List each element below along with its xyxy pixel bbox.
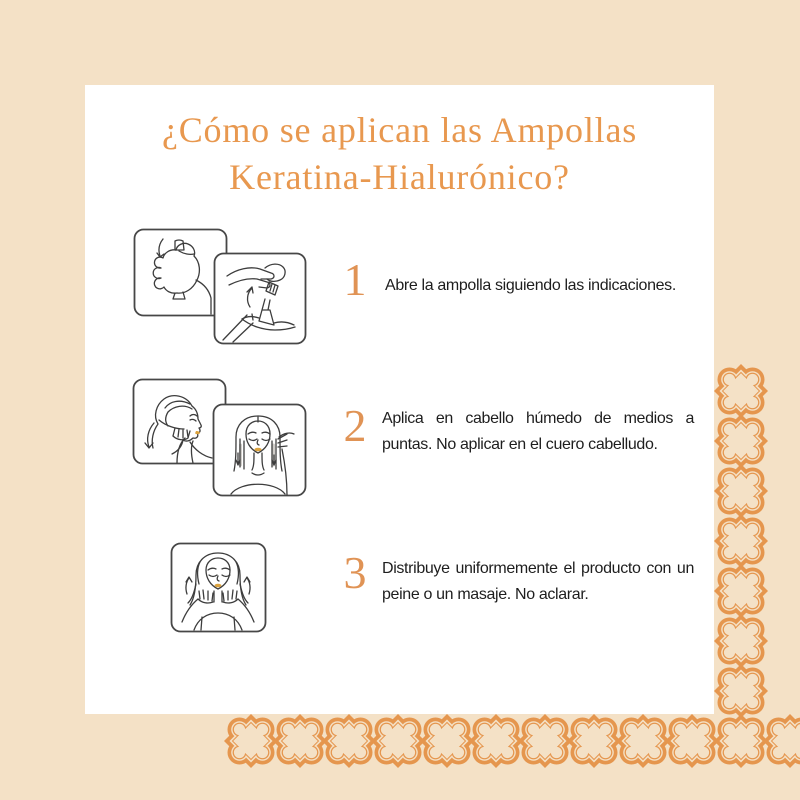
step-1-text: Abre la ampolla siguiendo las indicaciones. (385, 277, 676, 294)
twist-open-ampoule-illustration (213, 252, 307, 345)
title-line-1: ¿Cómo se aplican las Ampollas (161, 110, 638, 150)
title-line-2: Keratina-Hialurónico? (229, 157, 570, 197)
apply-hair-lengths-illustration (212, 403, 307, 497)
card (85, 85, 714, 714)
step-3-text: Distribuye uniformemente el producto con un peine o un masaje. No aclarar. (382, 560, 694, 603)
step-2-number: 2 (343, 400, 367, 451)
step-3-number: 3 (343, 547, 367, 598)
step-1-number: 1 (343, 254, 367, 305)
step-2-text: Aplica en cabello húmedo de medios a puntas. No aplicar en el cuero cabelludo. (382, 410, 694, 453)
massage-hair-illustration (170, 542, 267, 633)
page-title (85, 107, 714, 201)
